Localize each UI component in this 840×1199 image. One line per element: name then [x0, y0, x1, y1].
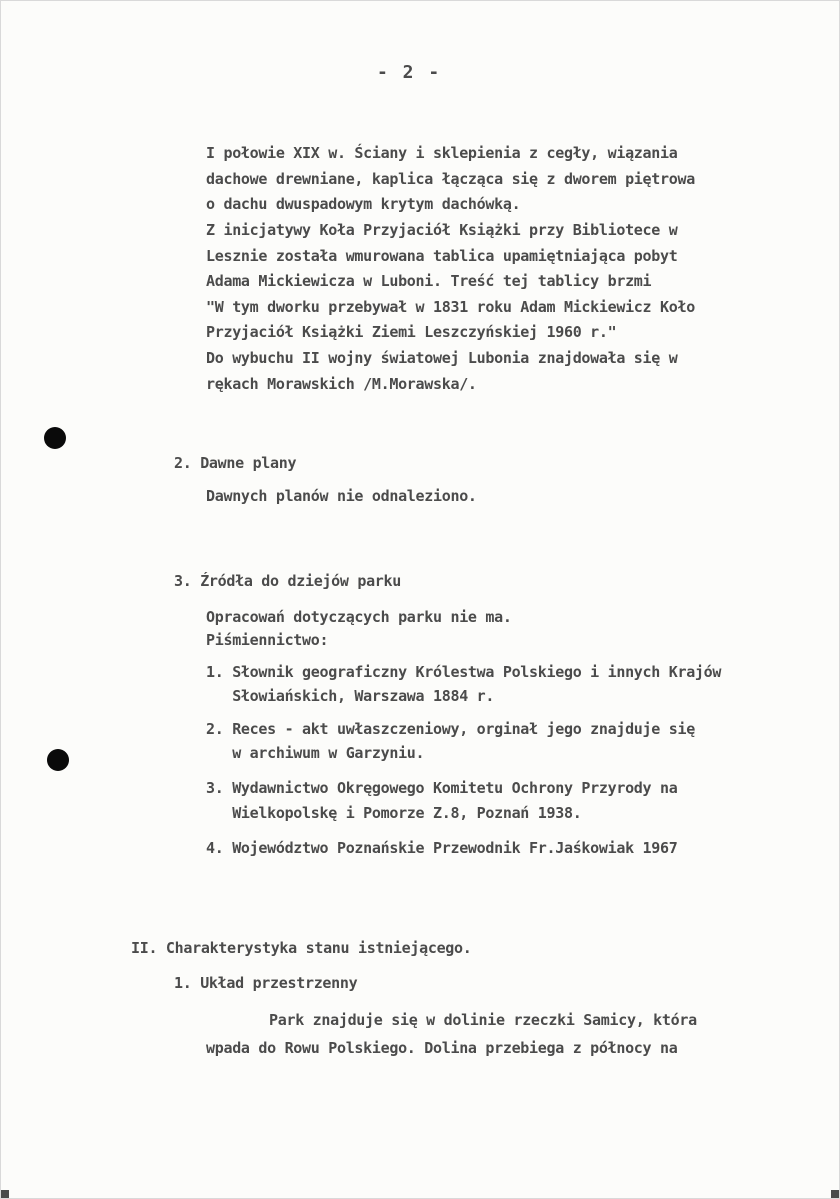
intro-line: rękach Morawskich /M.Morawska/.: [206, 375, 477, 393]
intro-line: Do wybuchu II wojny światowej Lubonia znajdowała się w: [206, 349, 678, 367]
punch-hole: [44, 427, 66, 449]
intro-line: o dachu dwuspadowym krytym dachówką.: [206, 195, 521, 213]
section-text: Piśmiennictwo:: [206, 631, 329, 649]
list-item: 2. Reces - akt uwłaszczeniowy, orginał jego znajduje się: [206, 720, 695, 738]
scan-corner-mark: [1, 1190, 9, 1198]
intro-line: "W tym dworku przebywał w 1831 roku Adam Mickiewicz Koło: [206, 298, 695, 316]
section-heading: 3. Źródła do dziejów parku: [174, 572, 402, 590]
chapter-heading: II. Charakterystyka stanu istniejącego.: [131, 939, 472, 957]
list-item: 4. Województwo Poznańskie Przewodnik Fr.Jaśkowiak 1967: [206, 839, 678, 857]
intro-line: Z inicjatywy Koła Przyjaciół Książki przy Bibliotece w: [206, 221, 678, 239]
section-heading: 1. Układ przestrzenny: [174, 974, 358, 992]
intro-line: Przyjaciół Książki Ziemi Leszczyńskiej 1960 r.": [206, 323, 617, 341]
list-item: 3. Wydawnictwo Okręgowego Komitetu Ochrony Przyrody na: [206, 779, 678, 797]
list-item: Słowiańskich, Warszawa 1884 r.: [206, 687, 495, 705]
intro-line: Lesznie została wmurowana tablica upamiętniająca pobyt: [206, 247, 678, 265]
section-heading: 2. Dawne plany: [174, 454, 297, 472]
page-number: - 2 -: [377, 62, 442, 83]
section-text: Opracowań dotyczących parku nie ma.: [206, 608, 512, 626]
punch-hole: [47, 749, 69, 771]
scan-corner-mark: [831, 1190, 839, 1198]
intro-line: Adama Mickiewicza w Luboni. Treść tej tablicy brzmi: [206, 272, 652, 290]
list-item: w archiwum w Garzyniu.: [206, 744, 425, 762]
intro-line: I połowie XIX w. Ściany i sklepienia z cegły, wiązania: [206, 144, 678, 162]
paragraph-line: wpada do Rowu Polskiego. Dolina przebiega z północy na: [206, 1039, 678, 1057]
paragraph-line: Park znajduje się w dolinie rzeczki Samicy, która: [269, 1011, 697, 1029]
list-item: Wielkopolskę i Pomorze Z.8, Poznań 1938.: [206, 804, 582, 822]
list-item: 1. Słownik geograficzny Królestwa Polskiego i innych Krajów: [206, 663, 722, 681]
intro-line: dachowe drewniane, kaplica łącząca się z dworem piętrowa: [206, 170, 695, 188]
section-text: Dawnych planów nie odnaleziono.: [206, 487, 477, 505]
